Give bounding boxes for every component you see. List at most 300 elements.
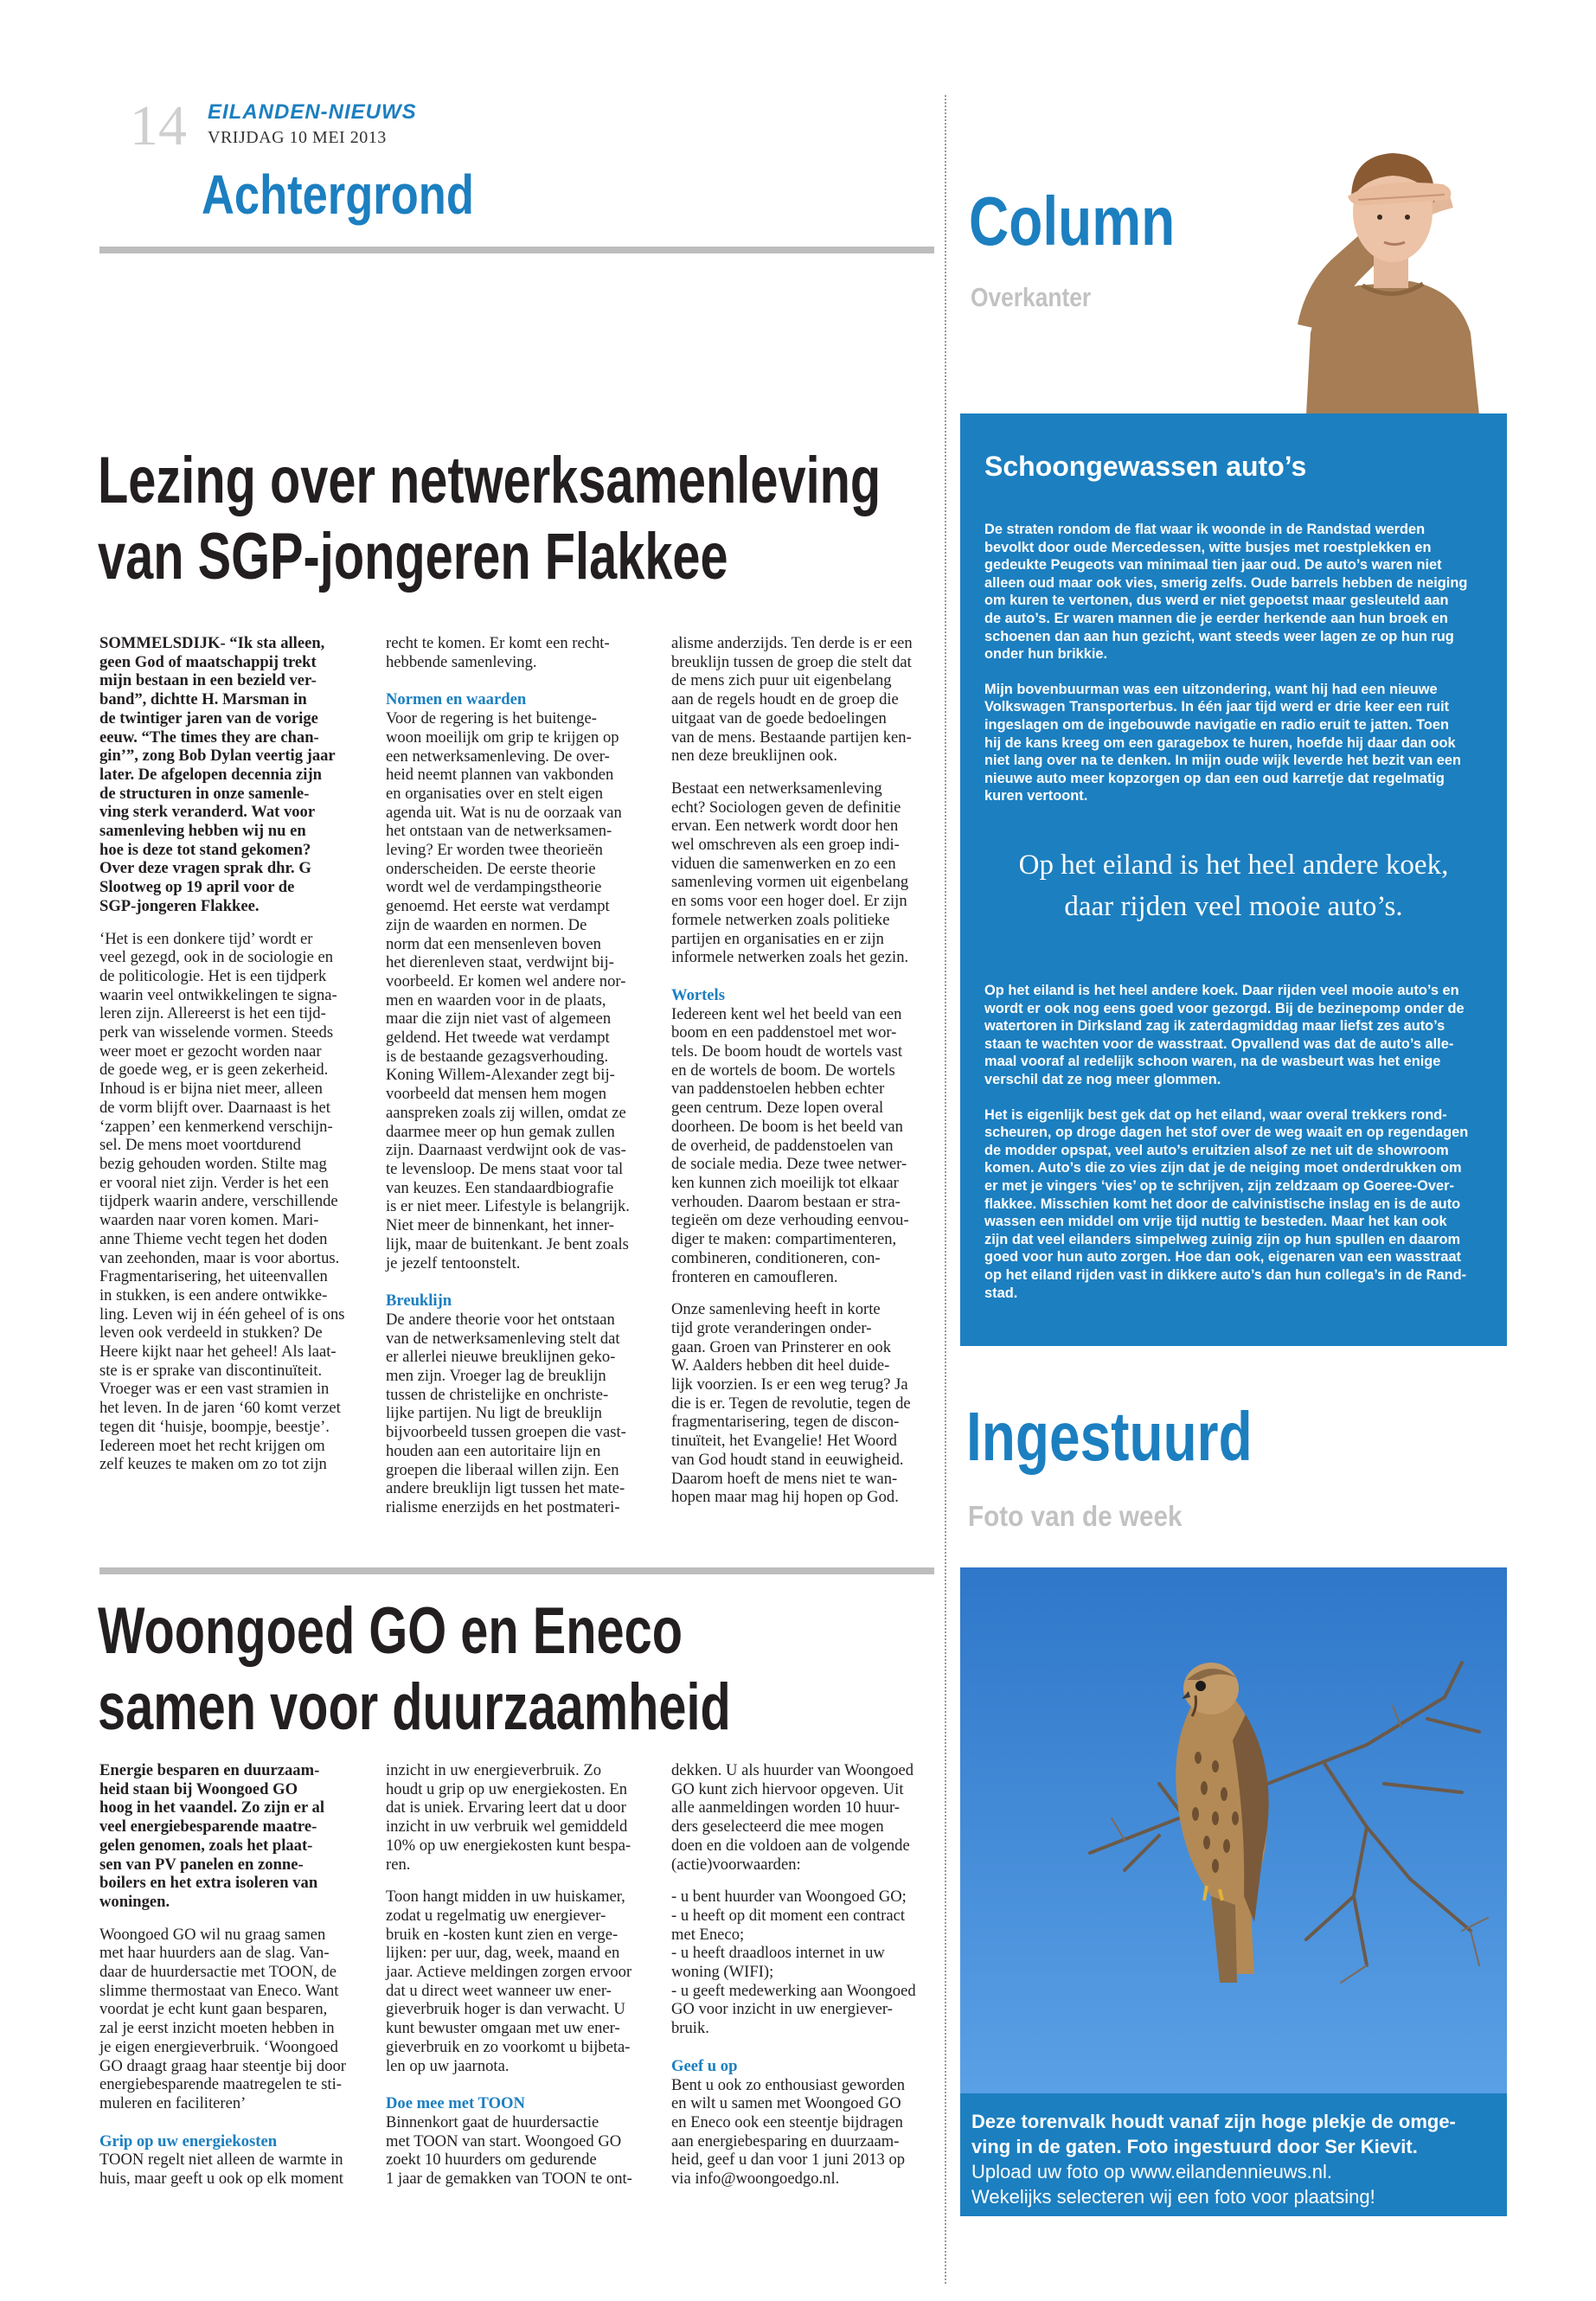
text-line: norm dat een mensenleven boven bbox=[386, 934, 601, 953]
text-line: het leven. In de jaren ‘60 komt verzet bbox=[99, 1399, 341, 1418]
text-line: goed voor hun auto zorgen. Hoe dan ook, eigenaren van een wasstraat bbox=[984, 1249, 1462, 1266]
text-line: Vroeger was er een vast stramien in bbox=[99, 1380, 330, 1399]
section-rule bbox=[99, 247, 934, 253]
text-line: formele netwerken zoals politieke bbox=[671, 910, 890, 929]
text-line: ‘Het is een donkere tijd’ wordt er bbox=[99, 929, 313, 948]
text-line: energiebesparende maatregelen te sti- bbox=[99, 2075, 342, 2094]
text-line: nieuwe auto meer kopzorgen op dan een oud karretje dat regelmatig bbox=[984, 770, 1445, 786]
subheading bbox=[386, 1292, 650, 1311]
text-line: en soms voor een hoger doel. Er zijn bbox=[671, 892, 907, 911]
text-line: de goede weg, er is geen zekerheid. bbox=[99, 1061, 329, 1080]
text-line: wordt er ook nog eens goed voor gezorgd. Bij de bezinepomp onder de bbox=[984, 1000, 1465, 1016]
pull-quote-line: daar rijden veel mooie auto’s. bbox=[1064, 891, 1403, 922]
column-section-title: Column bbox=[969, 183, 1176, 260]
text-line: lijken: per uur, dag, week, maand en bbox=[386, 1944, 620, 1963]
text-line: Fragmentarisering, het uiteenvallen bbox=[99, 1267, 328, 1286]
text-line: van keuzes. Een standaardbiografie bbox=[386, 1178, 614, 1197]
text-line: TOON regelt niet alleen de warmte in bbox=[99, 2150, 343, 2170]
section-title: Achtergrond bbox=[202, 163, 474, 226]
text-line: SOMMELSDIJK- “Ik sta alleen, bbox=[99, 634, 325, 652]
text-line: Binnenkort gaat de huurdersactie bbox=[386, 2112, 599, 2131]
text-line: wordt wel de verdampingstheorie bbox=[386, 878, 602, 897]
text-line: wassen een middel om vrije tijd nuttig te besteden. Maar het kan ook bbox=[984, 1214, 1447, 1230]
text-line: Daarom hoeft de mens niet te wan- bbox=[671, 1469, 898, 1488]
text-line: 1 jaar de gemakken van TOON te ont- bbox=[386, 2170, 632, 2189]
text-line: dat is uniek. Ervaring leert dat u door bbox=[386, 1798, 626, 1817]
text-line: echt? Sociologen geven de definitie bbox=[671, 798, 901, 817]
text-line: flakkee. Misschien komt het door de calvinistische inslag en is de auto bbox=[984, 1195, 1461, 1212]
text-line: ders geselecteerd die mee mogen bbox=[671, 1817, 884, 1836]
photo-of-week-subtitle: Foto van de week bbox=[968, 1500, 1183, 1532]
text-line: Voor de regering is het buitenge- bbox=[386, 709, 597, 728]
text-line: alisme anderzijds. Ten derde is er een bbox=[671, 634, 913, 652]
article-paragraph bbox=[386, 2113, 650, 2189]
text-line: en organisaties over en stelt eigen bbox=[386, 784, 604, 803]
text-line: de overheid, de paddenstoelen van bbox=[671, 1136, 894, 1155]
text-line: gin’”, zong Bob Dylan veertig jaar bbox=[99, 747, 336, 766]
paragraph-gap bbox=[671, 2038, 935, 2052]
text-line: band”, dichtte H. Marsman in bbox=[99, 690, 307, 709]
text-line: slimme thermostaat van Eneco. Want bbox=[99, 1981, 339, 2000]
text-line: fronteren en camoufleren. bbox=[671, 1267, 838, 1286]
text-line: Breuklijn bbox=[386, 1292, 452, 1311]
text-line: waarin veel ontwikkelingen te signa- bbox=[99, 985, 337, 1004]
text-line: houdt u grip op uw energiekosten. En bbox=[386, 1779, 628, 1798]
subheading bbox=[386, 690, 650, 709]
text-line: bezig gehouden worden. Stilte mag bbox=[99, 1154, 327, 1173]
article2-column-1 bbox=[99, 1761, 363, 2189]
text-line: en Eneco ook een steentje bijdragen bbox=[671, 2112, 903, 2131]
column-paragraph bbox=[984, 1106, 1495, 1303]
text-line: - u heeft draadloos internet in uw bbox=[671, 1944, 885, 1963]
article-paragraph bbox=[99, 2150, 363, 2188]
text-line: Iedereen kent wel het beeld van een bbox=[671, 1004, 902, 1023]
subheading bbox=[386, 2094, 650, 2113]
pull-quote-line: Op het eiland is het heel andere koek, bbox=[1018, 849, 1449, 881]
text-line: ste is er sprake van discontinuïteit. bbox=[99, 1361, 323, 1380]
text-line: ervan. Een netwerk wordt door hen bbox=[671, 817, 899, 836]
text-line: hebbende samenleving. bbox=[386, 652, 537, 671]
article-lead bbox=[99, 1761, 363, 1912]
text-line: - u bent huurder van Woongoed GO; bbox=[671, 1888, 907, 1907]
text-line: kunt bewuster omgaan met uw ener- bbox=[386, 2019, 620, 2038]
text-line: dekken. U als huurder van Woongoed bbox=[671, 1761, 914, 1779]
text-line: viduen die samenwerken en zo een bbox=[671, 854, 896, 873]
text-line: gieverbruik en zo voorkomt u bijbeta- bbox=[386, 2037, 631, 2056]
text-line: Mijn bovenbuurman was een uitzondering, want hij had een nieuwe bbox=[984, 681, 1438, 697]
text-line: en de wortels de boom. De wortels bbox=[671, 1061, 895, 1080]
article2-headline bbox=[98, 1593, 931, 1746]
text-line: ling. Leven wij in één geheel of is ons bbox=[99, 1304, 345, 1324]
text-line: GO draagt graag haar steentje bij door bbox=[99, 2056, 346, 2075]
text-line: diger te maken: compartimenteren, bbox=[671, 1230, 897, 1249]
text-line: Doe mee met TOON bbox=[386, 2094, 525, 2113]
article-paragraph bbox=[386, 709, 650, 1272]
headline-line: Woongoed GO en Eneco bbox=[98, 1594, 683, 1668]
text-line: jaar. Actieve meldingen zorgen ervoor bbox=[386, 1963, 632, 1982]
article-lead bbox=[99, 634, 363, 916]
text-line: scheuren, op droge dagen het stof over de weg waait en op regendagen bbox=[984, 1125, 1469, 1141]
article1-headline bbox=[98, 443, 1128, 595]
text-line: geen centrum. Deze lopen overal bbox=[671, 1099, 884, 1118]
text-line: bijvoorbeeld tussen groepen die vast- bbox=[386, 1423, 626, 1442]
text-line: Heere kijkt naar het geheel! Als laat- bbox=[99, 1343, 337, 1362]
column-subtitle: Overkanter bbox=[971, 282, 1092, 312]
text-line: op het eiland rijden vast in dikkere auto’s dan hun collega’s in de Rand- bbox=[984, 1266, 1467, 1283]
text-line: muleren en faciliteren’ bbox=[99, 2093, 247, 2112]
article-paragraph bbox=[386, 634, 650, 671]
text-line: ‘zappen’ een kenmerkend verschijn- bbox=[99, 1117, 333, 1136]
text-line: met Eneco; bbox=[671, 1925, 745, 1944]
text-line: via info@woongoedgo.nl. bbox=[671, 2170, 840, 2189]
headline-line: samen voor duurzaamheid bbox=[98, 1670, 731, 1744]
text-line: lijk, maar de buitenkant. Je bent zoals bbox=[386, 1234, 629, 1253]
text-line: doorheen. De boom is het beeld van bbox=[671, 1117, 903, 1136]
text-line: gieverbruik hoger is dan verwacht. U bbox=[386, 2000, 625, 2019]
text-line: de sociale media. Deze twee netwer- bbox=[671, 1155, 907, 1174]
text-line: om kuren te vertonen, dus werd er niet gepoetst maar gesleuteld aan bbox=[984, 593, 1449, 609]
text-line: uitgaat van de goede bedoelingen bbox=[671, 708, 887, 727]
text-line: daar de huurdersactie met TOON, de bbox=[99, 1963, 337, 1982]
text-line: de vorm blijft over. Daarnaast is het bbox=[99, 1098, 330, 1117]
text-line: en wilt u samen met Woongoed GO bbox=[671, 2094, 901, 2113]
text-line: veel gezegd, ook in de sociologie en bbox=[99, 948, 334, 967]
text-line: niet lang over na te denken. In mijn oude wijk leverde het bezit van een bbox=[984, 753, 1462, 769]
text-line: SGP-jongeren Flakkee. bbox=[99, 896, 260, 915]
text-line: van paddenstoelen hebben echter bbox=[671, 1080, 885, 1099]
paragraph-gap bbox=[386, 1272, 650, 1286]
text-line: aanspreken zoals zij willen, omdat ze bbox=[386, 1103, 626, 1122]
column-body-bottom bbox=[984, 982, 1495, 1302]
text-line: aan de regels houdt en de groep die bbox=[671, 690, 899, 709]
text-line: te levensloop. De mens staat voor tal bbox=[386, 1159, 624, 1178]
text-line: de twintiger jaren van de vorige bbox=[99, 708, 318, 727]
text-line: Niet meer de binnenkant, het inner- bbox=[386, 1216, 614, 1235]
text-line: geldend. Het tweede wat verdampt bbox=[386, 1029, 610, 1048]
text-line: onderscheiden. De eerste theorie bbox=[386, 859, 596, 878]
text-line: rialisme enerzijds en het postmateri- bbox=[386, 1497, 620, 1516]
text-line: heid staan bij Woongoed GO bbox=[99, 1779, 298, 1798]
text-line: gelen genomen, zoals het plaat- bbox=[99, 1836, 313, 1855]
text-line: Onze samenleving heeft in korte bbox=[671, 1300, 881, 1319]
text-line: er vooral niet zijn. Verder is het een bbox=[99, 1173, 330, 1192]
text-line: zijn de waarden en normen. De bbox=[386, 915, 587, 934]
text-line: Geef u op bbox=[671, 2056, 738, 2075]
text-line: bevolkt door oude Mercedessen, witte busjes met roestplekken en bbox=[984, 539, 1432, 555]
text-line: De andere theorie voor het ontstaan bbox=[386, 1310, 615, 1329]
text-line: alleen oud maar ook vies, smerig zelfs. Oude barrels hebben de neiging bbox=[984, 574, 1468, 591]
column-paragraph bbox=[984, 681, 1495, 805]
caption-line: Deze torenvalk houdt vanaf zijn hoge plekje de omge- bbox=[971, 2111, 1456, 2132]
column-pull-quote bbox=[960, 844, 1507, 927]
text-line: het ontstaan van de netwerksamen- bbox=[386, 822, 612, 841]
text-line: voorbeeld. Er komen wel andere nor- bbox=[386, 971, 626, 990]
column-divider bbox=[945, 95, 946, 2284]
text-line: tijd grote veranderingen onder- bbox=[671, 1318, 872, 1337]
text-line: zal je eerst inzicht moeten hebben in bbox=[99, 2019, 335, 2038]
text-line: de auto’s. Er waren mannen die je eerder herkende aan hun broek en bbox=[984, 610, 1448, 626]
paragraph-gap bbox=[671, 1286, 935, 1300]
text-line: len op uw jaarnota. bbox=[386, 2056, 510, 2075]
kestrel-photo bbox=[960, 1567, 1507, 2093]
text-line: Grip op uw energiekosten bbox=[99, 2131, 278, 2150]
text-line: hoe is deze tot stand gekomen? bbox=[99, 840, 311, 859]
text-line: Toon hangt midden in uw huiskamer, bbox=[386, 1888, 625, 1907]
text-line: de structuren in onze samenle- bbox=[99, 784, 310, 803]
text-line: men en waarden voor in de plaats, bbox=[386, 990, 606, 1009]
text-line: fragmentarisering, tegen de discon- bbox=[671, 1413, 900, 1432]
text-line: waarden naar voren komen. Mari- bbox=[99, 1211, 319, 1230]
text-line: agenda uit. Wat is nu de oorzaak van bbox=[386, 803, 622, 822]
text-line: voordat je echt kunt gaan besparen, bbox=[99, 2000, 328, 2019]
text-line: ingeslagen om de ingebouwde navigatie en radio eruit te jatten. Toen bbox=[984, 716, 1450, 733]
text-line: met haar huurders aan de slag. Van- bbox=[99, 1944, 330, 1963]
text-line: W. Aalders hebben dit heel duide- bbox=[671, 1356, 890, 1375]
caption-line: Upload uw foto op www.eilandennieuws.nl. bbox=[971, 2161, 1333, 2182]
text-line: men zijn. Vroeger lag de breuklijn bbox=[386, 1367, 606, 1386]
text-line: gaan. Groen van Prinsterer en ook bbox=[671, 1337, 892, 1356]
text-line: in stukken, is een andere ontwikke- bbox=[99, 1285, 328, 1304]
text-line: ren. bbox=[386, 1855, 411, 1874]
page-number: 14 bbox=[130, 94, 187, 157]
text-line: Normen en waarden bbox=[386, 690, 527, 709]
text-line: - u heeft op dit moment een contract bbox=[671, 1906, 906, 1925]
columnist-photo bbox=[1272, 117, 1509, 415]
text-line: perk van wisselende vormen. Steeds bbox=[99, 1023, 334, 1042]
article-paragraph bbox=[386, 1761, 650, 1874]
text-line: hoog in het vaandel. Zo zijn er al bbox=[99, 1798, 324, 1817]
article-paragraph bbox=[386, 1888, 650, 2075]
text-line: groepen die liberaal willen zijn. Een bbox=[386, 1460, 619, 1479]
text-line: geen God of maatschappij trekt bbox=[99, 652, 317, 671]
text-line: leren zijn. Allereerst is het een tijd- bbox=[99, 1004, 326, 1023]
text-line: aan energiebesparing en duurzaam- bbox=[671, 2131, 900, 2150]
text-line: de mens zich puur uit eigenbelang bbox=[671, 671, 892, 690]
text-line: ken kunnen zich moeilijk tot elkaar bbox=[671, 1173, 899, 1192]
text-line: wel omschreven als een groep indi- bbox=[671, 836, 900, 855]
text-line: Iedereen moet het recht krijgen om bbox=[99, 1436, 325, 1455]
article-paragraph bbox=[671, 2076, 935, 2189]
text-line: ving sterk veranderd. Wat voor bbox=[99, 803, 316, 822]
article-separator-rule bbox=[99, 1567, 934, 1574]
text-line: inzicht in uw energieverbruik. Zo bbox=[386, 1761, 602, 1779]
text-line: partijen en organisaties en er zijn bbox=[671, 929, 884, 948]
text-line: doen en die voldoen aan de volgende bbox=[671, 1836, 910, 1855]
text-line: Op het eiland is het heel andere koek. Daar rijden veel mooie auto’s en bbox=[984, 983, 1459, 998]
text-line: woon moeilijk om grip te krijgen op bbox=[386, 727, 619, 747]
article2-column-3 bbox=[671, 1761, 935, 2189]
text-line: huis, maar geeft u ook op elk moment bbox=[99, 2170, 343, 2189]
article-paragraph bbox=[99, 1926, 363, 2113]
text-line: verhouden. Daarom bestaan er stra- bbox=[671, 1192, 901, 1211]
text-line: maal vooraf al redelijk schoon waren, na de wasbeurt was het enige bbox=[984, 1054, 1441, 1070]
text-line: tinuïteit, het Evangelie! Het Woord bbox=[671, 1432, 897, 1451]
text-line: Volkswagen Transporterbus. In één jaar tijd werd er drie keer een ruit bbox=[984, 699, 1450, 715]
column-title: Schoongewassen auto’s bbox=[984, 451, 1307, 482]
text-line: tels. De boom houdt de wortels vast bbox=[671, 1042, 902, 1061]
text-line: (actie)voorwaarden: bbox=[671, 1855, 801, 1874]
article-paragraph bbox=[671, 779, 935, 967]
paragraph-gap bbox=[386, 671, 650, 685]
text-line: leving? Er worden twee theorieën bbox=[386, 841, 603, 860]
ingestuurd-section-title: Ingestuurd bbox=[966, 1398, 1253, 1475]
article-paragraph bbox=[671, 1005, 935, 1287]
text-line: Bestaat een netwerksamenleving bbox=[671, 779, 882, 798]
text-line: die is er. Tegen de revolutie, tegen de bbox=[671, 1394, 911, 1413]
paragraph-gap bbox=[99, 1912, 363, 1926]
text-line: daarmee meer op hun gemak zullen bbox=[386, 1122, 615, 1141]
text-line: Het is eigenlijk best gek dat op het eiland, waar overal trekkers rond- bbox=[984, 1106, 1447, 1123]
headline-line: Lezing over netwerksamenleving bbox=[98, 444, 881, 517]
text-line: - u geeft medewerking aan Woongoed bbox=[671, 1981, 916, 2000]
headline-line: van SGP-jongeren Flakkee bbox=[98, 520, 728, 593]
text-line: van zeehonden, maar is voor abortus. bbox=[99, 1248, 340, 1267]
paragraph-gap bbox=[671, 1874, 935, 1888]
text-line: lijk voorzien. Is er een weg terug? Ja bbox=[671, 1375, 908, 1394]
text-line: watertoren in Dirksland zag ik zaterdagmiddag maar liefst zes auto’s bbox=[984, 1018, 1445, 1035]
text-line: dat u direct weet wanneer uw ener- bbox=[386, 1981, 612, 2000]
article-paragraph bbox=[386, 1311, 650, 1517]
text-line: samenleving vormen uit eigenbelang bbox=[671, 873, 909, 892]
text-line: eeuw. “The times they are chan- bbox=[99, 727, 319, 747]
text-line: Woongoed GO wil nu graag samen bbox=[99, 1925, 326, 1944]
text-line: leven ook verdeeld in stukken? De bbox=[99, 1324, 323, 1343]
text-line: je jezelf tentoonstelt. bbox=[386, 1253, 521, 1272]
text-line: veel energiebesparende maatre- bbox=[99, 1817, 317, 1836]
text-line: sel. De mens moet voortdurend bbox=[99, 1136, 301, 1155]
text-line: houden aan een autoritaire lijn en bbox=[386, 1441, 601, 1460]
text-line: onder hun brikkie. bbox=[984, 646, 1108, 663]
text-line: er allerlei nieuwe breuklijnen geko- bbox=[386, 1348, 616, 1367]
article1-column-3 bbox=[671, 634, 935, 1507]
text-line: anne Thieme vecht tegen het doden bbox=[99, 1229, 328, 1248]
text-line: genoemd. Het eerste wat verdampt bbox=[386, 897, 610, 916]
text-line: inzicht in uw verbruik wel gemiddeld bbox=[386, 1817, 628, 1836]
article-paragraph bbox=[671, 1761, 935, 1874]
text-line: alle aanmeldingen worden 10 huur- bbox=[671, 1798, 900, 1817]
text-line: zoekt 10 huurders om gedurende bbox=[386, 2150, 597, 2170]
text-line: heid, geef u dan voor 1 juni 2013 op bbox=[671, 2150, 906, 2170]
text-line: bruik. bbox=[671, 2019, 709, 2038]
column-paragraph bbox=[984, 982, 1495, 1089]
text-line: je eigen energieverbruik. ‘Woongoed bbox=[99, 2037, 338, 2056]
paragraph-gap bbox=[99, 2113, 363, 2127]
text-line: Wortels bbox=[671, 985, 725, 1004]
text-line: breuklijn tussen de groep die stelt dat bbox=[671, 652, 912, 671]
text-line: verschil dat ze nog meer glommen. bbox=[984, 1071, 1221, 1087]
text-line: stad. bbox=[984, 1285, 1018, 1301]
paragraph-gap bbox=[671, 967, 935, 981]
text-line: Slootweg op 19 april voor de bbox=[99, 878, 295, 897]
text-line: zijn dat veel eilanders simpelweg zuinig zijn op hun spullen en daarom bbox=[984, 1231, 1461, 1247]
text-line: combineren, conditioneren, con- bbox=[671, 1248, 881, 1267]
paragraph-gap bbox=[671, 766, 935, 779]
text-line: mijn bestaan in een bezield ver- bbox=[99, 671, 317, 690]
text-line: recht te komen. Er komt een recht- bbox=[386, 634, 610, 652]
text-line: later. De afgelopen decennia zijn bbox=[99, 765, 323, 784]
article1-column-2 bbox=[386, 634, 650, 1517]
text-line: Koning Willem-Alexander zegt bij- bbox=[386, 1066, 615, 1085]
text-line: Energie besparen en duurzaam- bbox=[99, 1761, 320, 1779]
text-line: is er niet meer. Lifestyle is belangrijk. bbox=[386, 1197, 630, 1216]
text-line: andere breuklijn ligt tussen het mate- bbox=[386, 1479, 625, 1498]
text-line: de modder opspat, veel auto’s eruitzien alsof ze net uit de showroom bbox=[984, 1142, 1449, 1158]
text-line: het dierenleven staat, verdwijnt bij- bbox=[386, 953, 614, 972]
text-line: samenleving hebben wij nu en bbox=[99, 822, 306, 841]
paragraph-gap bbox=[386, 2075, 650, 2089]
text-line: een netwerksamenleving. De over- bbox=[386, 747, 610, 766]
text-line: met TOON van start. Woongoed GO bbox=[386, 2131, 622, 2150]
paragraph-gap bbox=[386, 1874, 650, 1888]
text-line: zelf keuzes te maken om zo tot zijn bbox=[99, 1455, 327, 1474]
text-line: sen van PV panelen en zonne- bbox=[99, 1855, 304, 1874]
text-line: kuren vertoont. bbox=[984, 788, 1088, 804]
article1-column-1 bbox=[99, 634, 363, 1474]
text-line: hij de kans kreeg om een garagebox te huren, hoefde hij daar dan ook bbox=[984, 734, 1456, 751]
text-line: weer moet er gezocht worden naar bbox=[99, 1042, 322, 1061]
masthead-logo: EILANDEN-NIEUWS bbox=[208, 100, 417, 124]
text-line: boom en een paddenstoel met wor- bbox=[671, 1023, 897, 1042]
text-line: er met je vingers ‘vies’ op te schrijven, zijn zeldzaam op Goeree-Over- bbox=[984, 1177, 1454, 1194]
text-line: zijn. Daarnaast verdwijnt ook de vas- bbox=[386, 1141, 626, 1160]
text-line: hopen maar mag hij hopen op God. bbox=[671, 1488, 899, 1507]
article2-column-2 bbox=[386, 1761, 650, 2189]
text-line: woning (WIFI); bbox=[671, 1963, 774, 1982]
text-line: staan te wachten voor de wasstraat. Opvallend was dat de auto’s alle- bbox=[984, 1035, 1454, 1052]
text-line: de politicologie. Het is een tijdperk bbox=[99, 966, 327, 985]
article-paragraph bbox=[671, 1300, 935, 1507]
subheading bbox=[671, 986, 935, 1005]
text-line: 10% op uw energiekosten kunt bespa- bbox=[386, 1836, 631, 1855]
text-line: Over deze vragen sprak dhr. G bbox=[99, 859, 311, 878]
issue-date: VRIJDAG 10 MEI 2013 bbox=[208, 128, 387, 147]
text-line: Inhoud is er bijna niet meer, alleen bbox=[99, 1080, 323, 1099]
text-line: is de bestaande gezagsverhouding. bbox=[386, 1047, 609, 1066]
text-line: heid neemt plannen van vakbonden bbox=[386, 766, 614, 785]
text-line: gedeukte Peugeots van minimaal tien jaar oud. De auto’s waren niet bbox=[984, 557, 1442, 574]
text-line: tegen dit ‘huisje, boompje, beestje’. bbox=[99, 1417, 330, 1436]
text-line: komen. Auto’s die zo vies zijn dat je de neiging moet onderdrukken om bbox=[984, 1160, 1462, 1176]
text-line: boilers en het extra isoleren van bbox=[99, 1874, 318, 1893]
article-paragraph bbox=[671, 634, 935, 766]
text-line: woningen. bbox=[99, 1892, 170, 1911]
text-line: tussen de christelijke en onchriste- bbox=[386, 1385, 609, 1404]
subheading bbox=[99, 2132, 363, 2151]
text-line: zodat u regelmatig uw energiever- bbox=[386, 1906, 606, 1925]
text-line: GO voor inzicht in uw energiever- bbox=[671, 2000, 893, 2019]
photo-caption-box bbox=[960, 2093, 1507, 2216]
text-line: tegieën om deze verhouding eenvou- bbox=[671, 1211, 909, 1230]
text-line: nen deze breuklijnen ook. bbox=[671, 747, 838, 766]
text-line: voorbeeld dat mensen hem mogen bbox=[386, 1085, 607, 1104]
text-line: schoenen dan aan hun gezicht, want steeds weer lagen ze op hun rug bbox=[984, 628, 1454, 644]
subheading bbox=[671, 2057, 935, 2076]
paragraph-gap bbox=[99, 916, 363, 930]
caption-line: Wekelijks selecteren wij een foto voor plaatsing! bbox=[971, 2186, 1375, 2208]
text-line: van God houdt stand in eeuwigheid. bbox=[671, 1450, 904, 1469]
text-line: GO kunt zich hiervoor opgeven. Uit bbox=[671, 1779, 904, 1798]
text-line: lijke partijen. Nu ligt de breuklijn bbox=[386, 1404, 602, 1423]
text-line: van de mens. Bestaande partijen ken- bbox=[671, 727, 912, 747]
text-line: bruik en -kosten kunt zien en verge- bbox=[386, 1925, 619, 1944]
article-paragraph bbox=[99, 930, 363, 1474]
text-line: van de netwerksamenleving stelt dat bbox=[386, 1329, 620, 1348]
caption-line: ving in de gaten. Foto ingestuurd door Ser Kievit. bbox=[971, 2136, 1418, 2157]
text-line: maar die zijn niet vast of algemeen bbox=[386, 1009, 612, 1029]
text-line: tijdperk waarin andere, verschillende bbox=[99, 1192, 338, 1211]
text-line: Bent u ook zo enthousiast geworden bbox=[671, 2075, 906, 2094]
text-line: De straten rondom de flat waar ik woonde in de Randstad werden bbox=[984, 522, 1426, 537]
